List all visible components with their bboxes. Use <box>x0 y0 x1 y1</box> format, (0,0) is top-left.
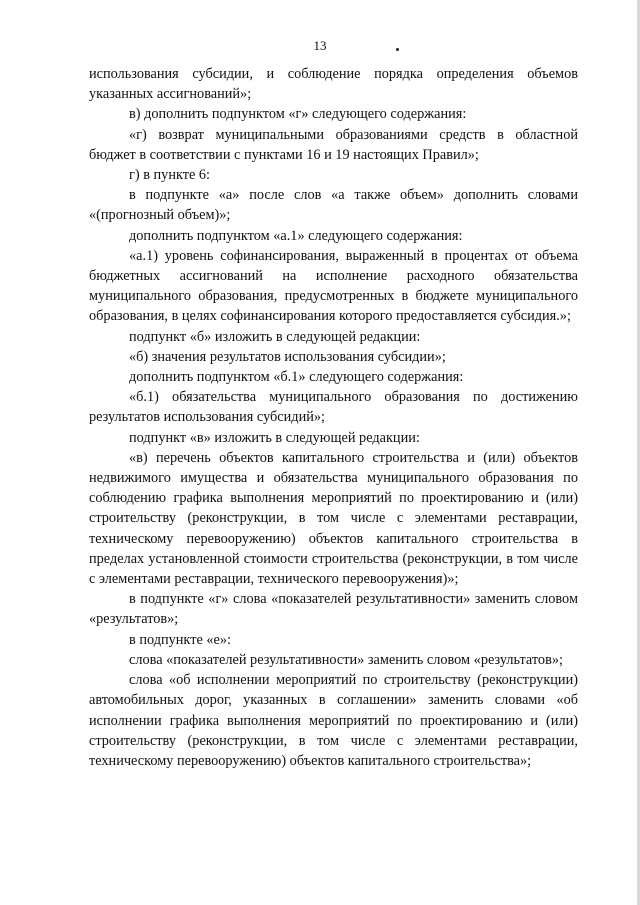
paragraph: дополнить подпунктом «а.1» следующего содержания: <box>129 227 463 244</box>
paragraph: «г) возврат муниципальными образованиями средств в областной бюджет в соответствии с пунктами 16 и 19 настоящих Правил»; <box>89 126 578 163</box>
paragraph: в подпункте «е»: <box>129 631 231 648</box>
paragraph: подпункт «б» изложить в следующей редакции: <box>129 328 421 345</box>
paragraph: «б) значения результатов использования субсидии»; <box>129 348 446 365</box>
paragraph: дополнить подпунктом «б.1» следующего содержания: <box>129 369 464 386</box>
paragraph: в подпункте «а» после слов «а также объем» дополнить словами «(прогнозный объем)»; <box>89 187 578 224</box>
paragraph: «а.1) уровень софинансирования, выраженный в процентах от объема бюджетных ассигнований на исполнение расходного обязательства муниципального образования, предусмотренных в бюджете муниципального образования, в целях софинансирования которого предоставляется субсидия.»; <box>89 247 578 325</box>
paragraph: г) в пункте 6: <box>129 167 211 184</box>
scan-speck <box>396 48 399 51</box>
page-number: 13 <box>313 38 327 53</box>
paragraph: подпункт «в» изложить в следующей редакции: <box>129 429 420 446</box>
paragraph: слова «об исполнении мероприятий по строительству (реконструкции) автомобильных дорог, указанных в соглашении» заменить словами «об исполнении графика выполнения мероприятий по проектированию и (или) строительству (реконструкции, в том числе с элементами реставрации, техническому перевооружению) объектов капитального строительства»; <box>89 672 578 769</box>
paragraph: «в) перечень объектов капитального строительства и (или) объектов недвижимого имущества и обязательства муниципального образования по соблюдению графика выполнения мероприятий по проектированию и (или) строительству (реконструкции, в том числе с элементами реставрации, техническому перевооружению) объектов капитального строительства в пределах установленной стоимости строительства (реконструкции, в том числе с элементами реставрации, технического перевооружения)»; <box>89 449 578 588</box>
paragraph: слова «показателей результативности» заменить словом «результатов»; <box>129 651 563 668</box>
paragraph: в) дополнить подпунктом «г» следующего содержания: <box>129 106 467 123</box>
document-body <box>89 64 578 771</box>
paragraph: использования субсидии, и соблюдение порядка определения объемов указанных ассигнований»; <box>89 66 578 103</box>
paragraph: в подпункте «г» слова «показателей результативности» заменить словом «результатов»; <box>89 591 578 628</box>
paragraph: «б.1) обязательства муниципального образования по достижению результатов использования субсидий»; <box>89 389 578 426</box>
